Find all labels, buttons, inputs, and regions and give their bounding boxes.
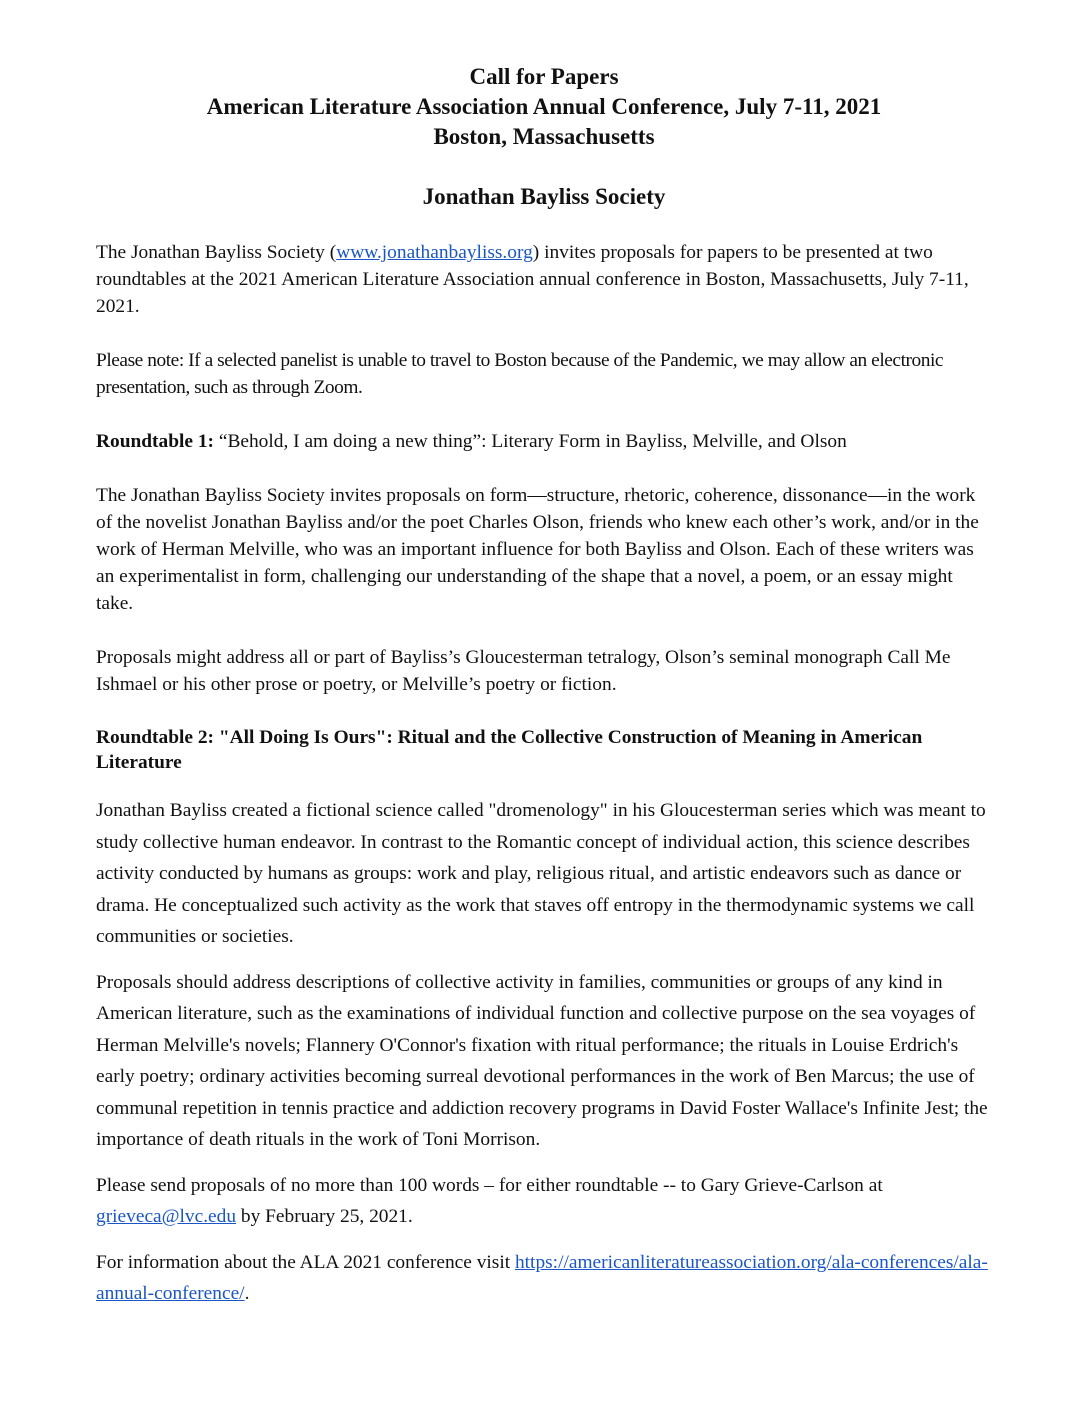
roundtable1-heading <box>96 428 992 455</box>
roundtable2-description: Jonathan Bayliss created a fictional science called "dromenology" in his Gloucesterman series which was meant to study collective human endeavor. In contrast to the Romantic concept of individual action, this science describes activity conducted by humans as groups: work and play, religious ritual, and artistic endeavors such as dance or drama. He conceptualized such activity as the work that staves off entropy in the thermodynamic systems we call communities or societies. <box>96 800 986 947</box>
intro-text-after: ) invites proposals for papers to be presented at two roundtables at the 2021 American Literature Association annual conference in Boston, Massachusetts, July 7-11, 2021. <box>96 242 969 317</box>
title-line-conference: American Literature Association Annual Conference, July 7-11, 2021 <box>206 94 882 119</box>
conference-info <box>96 1247 992 1310</box>
intro-text-before: The Jonathan Bayliss Society ( <box>96 242 337 263</box>
roundtable1-title: “Behold, I am doing a new thing”: Literary Form in Bayliss, Melville, and Olson <box>213 431 847 452</box>
conference-link[interactable]: https://americanliteratureassociation.org/ala-conferences/ala-annual-conference/ <box>96 1251 988 1304</box>
society-heading: Jonathan Bayliss Society <box>422 184 666 209</box>
send-text-after: by February 25, 2021. <box>236 1206 413 1227</box>
pandemic-note: Please note: If a selected panelist is unable to travel to Boston because of the Pandemic, we may allow an electronic presentation, such as through Zoom. <box>96 350 944 398</box>
society-website-link[interactable]: www.jonathanbayliss.org <box>336 242 533 263</box>
roundtable1-description: The Jonathan Bayliss Society invites proposals on form—structure, rhetoric, coherence, dissonance—in the work of the novelist Jonathan Bayliss and/or the poet Charles Olson, friends who knew each other’s work, and/or in the work of Herman Melville, who was an important influence for both Bayliss and Olson. Each of these writers was an experimentalist in form, challenging our understanding of the shape that a novel, a poem, or an essay might take. <box>96 485 979 614</box>
intro-paragraph <box>96 239 992 320</box>
info-text-after: . <box>244 1283 250 1304</box>
submission-instructions <box>96 1170 992 1233</box>
roundtable2-heading: Roundtable 2: "All Doing Is Ours": Ritual and the Collective Construction of Meaning in American Literature <box>96 727 923 773</box>
roundtable1-label: Roundtable 1: <box>96 431 214 452</box>
doc-title <box>96 62 992 152</box>
roundtable1-proposals: Proposals might address all or part of Bayliss’s Gloucesterman tetralogy, Olson’s seminal monograph Call Me Ishmael or his other prose or poetry, or Melville’s poetry or fiction. <box>96 647 951 695</box>
title-line-location: Boston, Massachusetts <box>433 124 655 149</box>
email-link[interactable]: grieveca@lvc.edu <box>96 1206 237 1227</box>
info-text-before: For information about the ALA 2021 conference visit <box>96 1251 515 1273</box>
title-line-call: Call for Papers <box>469 64 619 89</box>
roundtable2-proposals: Proposals should address descriptions of collective activity in families, communities or groups of any kind in American literature, such as the examinations of individual function and collective purpose on the sea voyages of Herman Melville's novels; Flannery O'Connor's fixation with ritual performance; the rituals in Louise Erdrich's early poetry; ordinary activities becoming surreal devotional performances in the work of Ben Marcus; the use of communal repetition in tennis practice and addiction recovery programs in David Foster Wallace's Infinite Jest; the importance of death rituals in the work of Toni Morrison. <box>96 971 988 1150</box>
document-page <box>96 62 992 1310</box>
send-text-before: Please send proposals of no more than 100 words – for either roundtable -- to Gary Grieve-Carlson at <box>96 1174 883 1196</box>
